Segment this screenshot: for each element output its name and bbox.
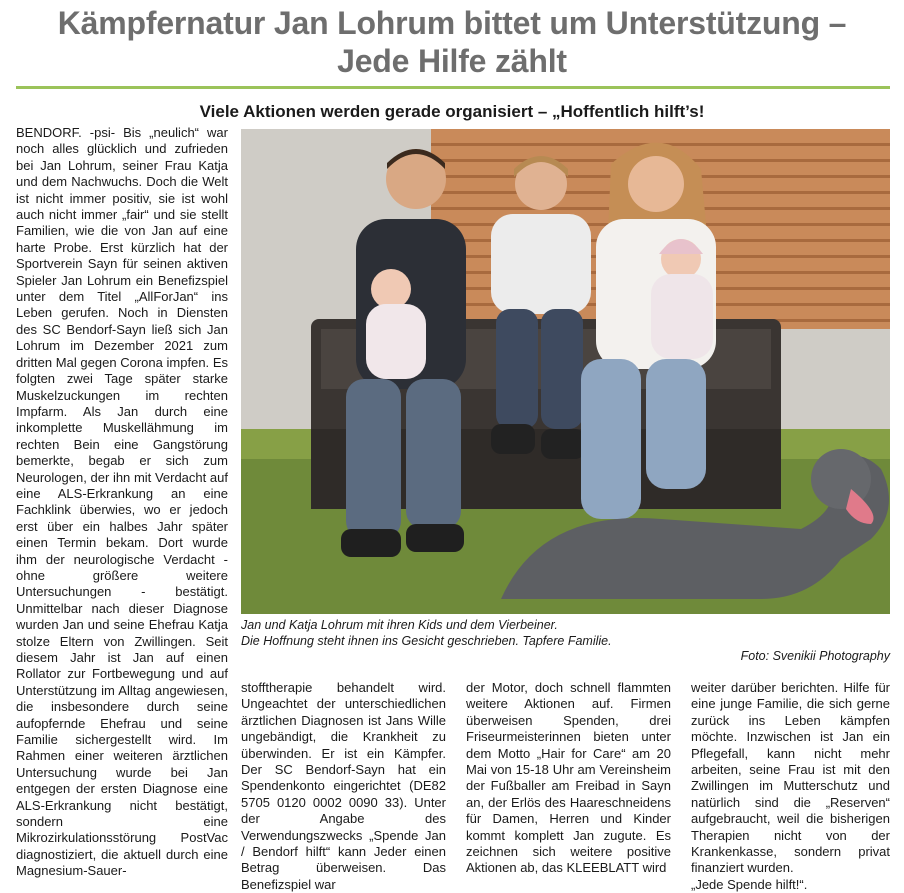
body-column-3: [466, 680, 671, 877]
body-column-1: [16, 125, 228, 880]
headline-line-1: Kämpfernatur Jan Lohrum bittet um Unterstützung –: [57, 5, 847, 41]
body-column-4: [691, 680, 890, 893]
caption-line-2: Die Hoffnung steht ihnen ins Gesicht geschrieben. Tapfere Familie.: [241, 634, 612, 648]
body-column-2: [241, 680, 446, 893]
body-text-col3: der Motor, doch schnell flammten weitere Aktionen auf. Firmen überweisen Spenden, drei Friseurmeisterinnen bieten unter dem Motto „Hair for Care“ am 20 Mai von 15-18 Uhr am Vereinsheim der Fußballer am Freibad in Sayn an, der Erlös des Haareschneidens für Damen, Herren und Kinder kommt komplett Jan zugute. Es zeichnen sich weitere positive Aktionen ab, das KLEEBLATT wird: [466, 680, 671, 876]
body-text-col4: weiter darüber berichten. Hilfe für eine junge Familie, die sich gerne zurück ins Leben kämpfen möchte. Inzwischen ist Jan ein Pflegefall, kann nicht mehr arbeiten, seine Frau ist mit den Zwillingen im Mutterschutz und natürlich sind die „Reserven“ aufgebraucht, weil die bisherigen Therapien nicht von der Krankenkasse, sondern privat finanziert wurden.: [691, 680, 890, 876]
body-text-col4-closing: „Jede Spende hilft!“.: [691, 876, 808, 892]
caption-line-1: Jan und Katja Lohrum mit ihren Kids und dem Vierbeiner.: [241, 618, 558, 632]
headline-line-2: Jede Hilfe zählt: [337, 43, 567, 79]
article-subheadline: Viele Aktionen werden gerade organisiert – „Hoffentlich hilft’s!: [199, 102, 705, 121]
photo-credit: Foto: Svenikii Photography: [740, 649, 890, 663]
family-photo-illustration: [241, 129, 890, 614]
family-photo: [241, 129, 890, 614]
article-headline: [0, 4, 904, 80]
photo-caption: [241, 617, 890, 649]
body-text-col2: stofftherapie behandelt wird. Ungeachtet der unterschiedlichen ärztlichen Diagnosen ist Jans Wille ungebändigt, die Krankheit zu überwinden. Er ist ein Kämpfer. Der SC Bendorf-Sayn hat ein Spendenkonto eingerichtet (DE82 5705 0120 0002 0090 33). Unter der Angabe des Verwendungszwecks „Spende Jan / Bendorf hilft“ kann Jeder einen Betrag überweisen. Das Benefizspiel war: [241, 680, 446, 892]
headline-divider: [16, 86, 890, 89]
body-text-col1: BENDORF. -psi- Bis „neulich“ war noch alles glücklich und zufrieden bei Jan Lohrum, seiner Frau Katja und dem Nachwuchs. Doch die Welt ist nicht immer positiv, sie ist wohl auch nicht immer „fair“ und sie stellt Familien, wie die von Jan auf eine harte Probe. Erst kürzlich hat der Sportverein Sayn für seinen aktiven Spieler Jan Lohrum ein Benefizspiel unter dem Titel „AllForJan“ ins Leben gerufen. Noch in Diensten des SC Bendorf-Sayn ließ sich Jan Lohrum im Dezember 2021 zum dritten Mal gegen Corona impfen. Es folgten zwei Tage später starke Muskelzuckungen im rechten Impfarm. Als Jan durch eine inkomplette Muskellähmung im rechten Bein eine Gangstörung bemerkte, begab er sich zum Neurologen, der ihn mit Verdacht auf eine ALS-Erkrankung an eine Fachklink überwies, wo er jedoch erst über ein halbes Jahr später einen Termin bekam. Dort wurde ihm der neurologische Verdacht - ohne größere weitere Untersuchungen - bestätigt. Unmittelbar nach dieser Diagnose wurden Jan und seine Ehefrau Katja stolze Eltern von Zwillingen. Seit diesem Jahr ist Jan auf einen Rollator zur Fortbewegung und auf Unterstützung im Alltag angewiesen, die insbesondere durch seine aufopfernde Ehefrau und seine Familie sichergestellt wird. Im Rahmen einer weiteren ärztlichen Untersuchung wurde bei Jan entgegen der ersten Diagnose eine ALS-Erkrankung nicht bestätigt, sondern eine Mikrozirkulationsstörung PostVac diagnostiziert, die aktuell durch eine Magnesium-Sauer-: [16, 125, 228, 879]
